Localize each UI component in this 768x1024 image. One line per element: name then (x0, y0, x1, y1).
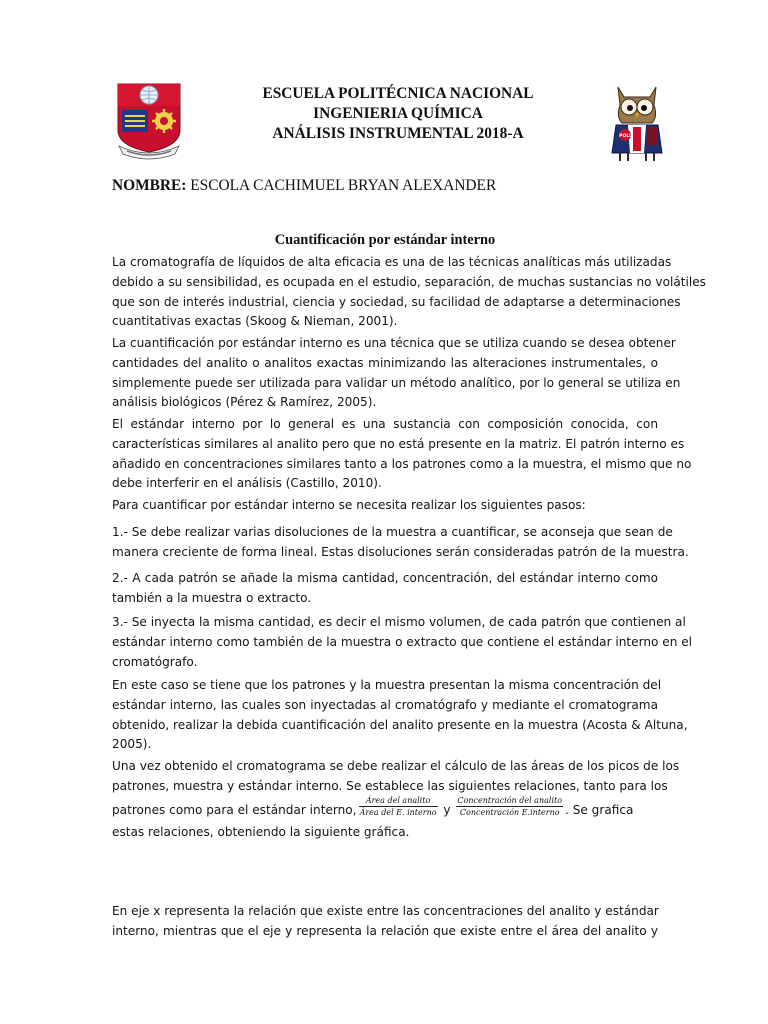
step-1 (112, 523, 689, 563)
owl-badge-text: POLI (619, 134, 631, 139)
student-name-line (112, 176, 672, 196)
text-line: análisis biológicos (Pérez & Ramírez, 2005). (112, 395, 377, 410)
text-line: 1.- Se debe realizar varias disoluciones de la muestra a cuantificar, se aconseja que sean de (112, 525, 673, 539)
fraction-numerator: Área del analito (365, 795, 431, 805)
institution-name: ESCUELA POLITÉCNICA NACIONAL (262, 85, 534, 102)
text-line: manera creciente de forma lineal. Estas disoluciones serán consideradas patrón de la muestra. (112, 544, 689, 559)
text-line: 2.- A cada patrón se añade la misma cantidad, concentración, del estándar interno como (112, 571, 658, 585)
school-shield-logo-icon (113, 80, 185, 160)
fraction-denominator: Concentración E.interno (456, 806, 563, 818)
text-line: 3.- Se inyecta la misma cantidad, es decir el mismo volumen, de cada patrón que contienen al (112, 615, 686, 629)
area-ratio-fraction (359, 795, 438, 818)
step-3 (112, 613, 693, 672)
text-line: debe interferir en el análisis (Castillo, 2010). (112, 476, 382, 491)
text-line: cuantitativas exactas (Skoog & Nieman, 2001). (112, 314, 398, 329)
owl-mascot-icon (608, 83, 666, 163)
paragraph-steps-intro (112, 496, 658, 516)
name-label: NOMBRE: (112, 177, 187, 194)
fraction-numerator: Concentración del analito (457, 795, 563, 805)
formula-line (112, 797, 658, 823)
text-line: que son de interés industrial, ciencia y sociedad, su facilidad de adaptarse a determinaciones (112, 294, 681, 309)
text-line: interno, mientras que el eje y representa la relación que existe entre el área del analito y (112, 923, 658, 938)
paragraph-internal-standard-definition (112, 334, 681, 413)
paragraph-intro (112, 253, 706, 332)
text-line: Una vez obtenido el cromatograma se debe realizar el cálculo de las áreas de los picos de los (112, 759, 680, 773)
concentration-ratio-fraction (456, 795, 563, 818)
text-line: 2005). (112, 737, 152, 752)
text-line: estándar interno como también de la muestra o extracto que contiene el estándar interno en el (112, 634, 693, 649)
text-fragment: . Se grafica (565, 802, 634, 817)
institution-header (180, 84, 616, 144)
department-name: INGENIERIA QUÍMICA (313, 105, 483, 122)
text-line: El estándar interno por lo general es una sustancia con composición conocida, con (112, 417, 658, 431)
text-line: cantidades del analito o analitos exactas minimizando las alteraciones instrumentales, o (112, 355, 658, 370)
step-2 (112, 569, 658, 609)
text-line: simplemente puede ser utilizada para validar un método analítico, por lo general se utiliza en (112, 375, 681, 390)
paragraph-relations (112, 757, 680, 842)
document-title: Cuantificación por estándar interno (274, 232, 496, 248)
text-line: En eje x representa la relación que existe entre las concentraciones del analito y estándar (112, 904, 659, 918)
text-line: cromatógrafo. (112, 654, 198, 669)
text-line: La cuantificación por estándar interno es una técnica que se utiliza cuando se desea obtener (112, 336, 676, 350)
text-line: debido a su sensibilidad, es ocupada en el estudio, separación, de muchas sustancias no volátiles (112, 274, 706, 289)
text-fragment: patrones como para el estándar interno, (112, 802, 357, 817)
paragraph-quantification (112, 676, 688, 755)
text-line: obtenido, realizar la debida cuantificación del analito presente en la muestra (Acosta & Altuna, (112, 717, 688, 732)
fraction-denominator: Área del E. interno (359, 807, 437, 817)
course-name: ANÁLISIS INSTRUMENTAL 2018-A (272, 125, 524, 142)
text-line: añadido en concentraciones similares tanto a los patrones como a la muestra, el mismo que no (112, 456, 692, 471)
text-fragment: y (439, 802, 455, 817)
text-line: Para cuantificar por estándar interno se necesita realizar los siguientes pasos: (112, 498, 586, 512)
text-line: también a la muestra o extracto. (112, 590, 312, 605)
text-line: En este caso se tiene que los patrones y la muestra presentan la misma concentración del (112, 678, 662, 692)
text-line: patrones, muestra y estándar interno. Se establece las siguientes relaciones, tanto para los (112, 778, 668, 793)
paragraph-axes (112, 902, 658, 942)
text-line: características similares al analito pero que no está presente en la matriz. El patrón interno es (112, 436, 685, 451)
text-line: La cromatografía de líquidos de alta eficacia es una de las técnicas analíticas más utilizadas (112, 255, 672, 269)
text-line: estándar interno, las cuales son inyectadas al cromatógrafo y mediante el cromatograma (112, 697, 658, 712)
student-name: ESCOLA CACHIMUEL BRYAN ALEXANDER (186, 177, 497, 194)
text-line: estas relaciones, obteniendo la siguiente gráfica. (112, 824, 410, 839)
paragraph-internal-standard-properties (112, 415, 692, 494)
